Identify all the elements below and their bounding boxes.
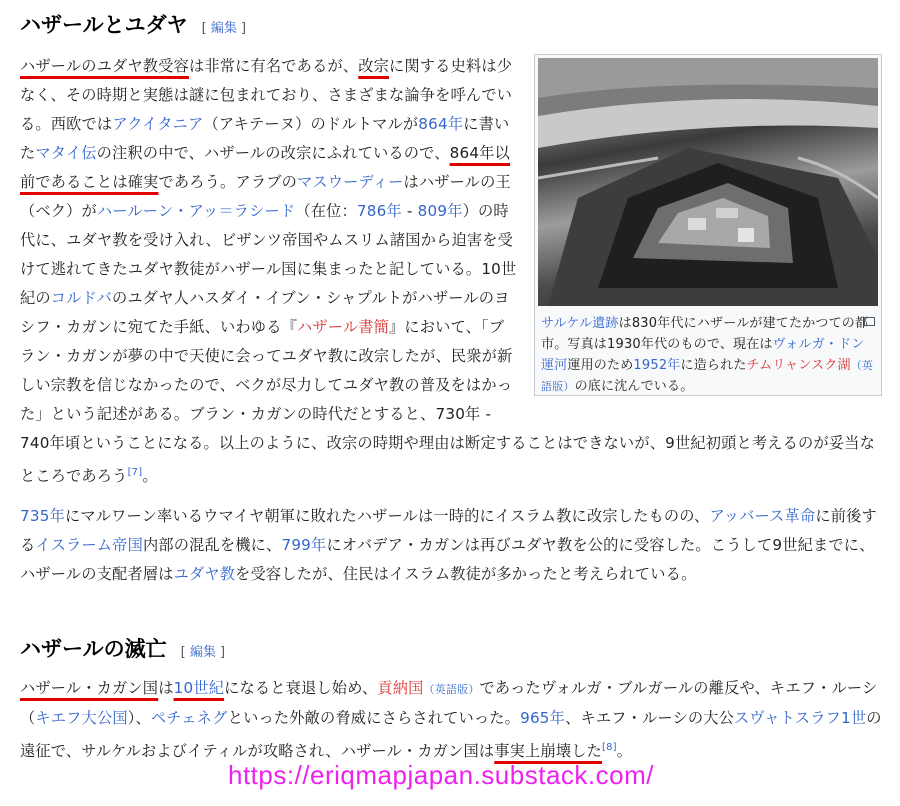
link-sarkel[interactable]: サルケル遺跡	[541, 316, 619, 331]
link-786[interactable]: 786年	[356, 202, 402, 220]
ref-8[interactable]: [8]	[602, 742, 617, 753]
link-kievan-rus[interactable]: キエフ大公国	[35, 709, 128, 727]
link-masudi[interactable]: マスウーディー	[297, 173, 404, 191]
edit-link-1[interactable]: 編集	[210, 21, 237, 36]
link-khazar-correspondence[interactable]: ハザール書簡	[296, 318, 390, 336]
edit-link-2[interactable]: 編集	[189, 645, 216, 660]
link-735[interactable]: 735年	[20, 507, 65, 525]
sarkel-aerial-photo[interactable]	[538, 58, 878, 306]
link-799[interactable]: 799年	[281, 536, 327, 554]
link-tsimlyansk-en[interactable]: （英語版）	[541, 359, 874, 393]
link-965[interactable]: 965年	[520, 709, 566, 727]
figure-caption: サルケル遺跡は830年代にハザールが建てたかつての都市。写真は1930年代のもので、現在はヴォルガ・ドン運河運用のため1952年に造られたチムリャンスク湖（英語版）の底に沈んでいる。	[541, 316, 874, 394]
link-judaism[interactable]: ユダヤ教	[173, 565, 236, 583]
paragraph-1: サルケル遺跡は830年代にハザールが建てたかつての都市。写真は1930年代のもので、現在はヴォルガ・ドン運河運用のため1952年に造られたチムリャンスク湖（英語版）の底に沈んでいる。 ハザールのユダヤ教受容は非常に有名であるが、改宗に関する史料は少なく、その時期と実態は謎に包まれており、さまざまな論争を呼んでいる。西欧ではアクイタニア（アキテーヌ）のドルトマルが864年に書いたマタイ伝の注釈の中で、ハザールの改宗にふれているので、864年以前であることは確実であろう。アラブのマスウーディーはハザールの王（ベク）がハールーン・アッ＝ラシード（在位：786年 - 809年）の時代に、ユダヤ教を受け入れ、ビザンツ帝国やムスリム諸国から迫害を受けて逃れてきたユダヤ教徒がハザール国に集まったと記している。10世紀のコルドバのユダヤ人ハスダイ・イブン・シャプルトがハザールのヨシフ・カガンに宛てた手紙、いわゆる『ハザール書簡』において、「ブラン・カガンが夢の中で天使に会ってユダヤ教に改宗したが、民衆が新しい宗教を信じなかったので、ベクが尽力してユダヤ教の普及をはかった」という記述がある。ブラン・カガンの時代だとすると、730年 - 740年頃ということになる。以上のように、改宗の時期や理由は断定することはできないが、9世紀初頭と考えるのが妥当なところであろう[7]。	[20, 52, 882, 491]
link-islamic-empire[interactable]: イスラーム帝国	[35, 536, 143, 554]
edit-section-1: [ 編集 ]	[201, 21, 247, 36]
paragraph-3: ハザール・カガン国は10世紀になると衰退し始め、貢納国（英語版）であったヴォルガ・ブルガールの離反や、キエフ・ルーシ（キエフ大公国）、ペチェネグといった外敵の脅威にさらされていった。965年、キエフ・ルーシの大公スヴャトスラフ1世の遠征で、サルケルおよびイティルが攻略され、ハザール・カガン国は事実上崩壊した[8]。	[20, 679, 882, 761]
link-809[interactable]: 809年	[417, 202, 463, 220]
ref-7[interactable]: [7]	[127, 467, 143, 478]
watermark-url: https://eriqmapjapan.substack.com/	[228, 760, 654, 790]
link-tributary-en[interactable]: （英語版）	[423, 683, 480, 696]
link-aquitania[interactable]: アクイタニア	[112, 115, 204, 133]
link-10th-century[interactable]: 10世紀	[173, 679, 225, 697]
link-volga-don-canal[interactable]: ヴォルガ・ドン運河	[541, 337, 865, 373]
link-pechenegs[interactable]: ペチェネグ	[150, 709, 228, 727]
link-tsimlyansk-reservoir[interactable]: チムリャンスク湖	[746, 358, 851, 373]
enlarge-icon[interactable]	[864, 317, 875, 326]
edit-section-2: [ 編集 ]	[180, 645, 226, 660]
photo-illustration	[538, 58, 878, 306]
link-harun-al-rashid[interactable]: ハールーン・アッ＝ラシード	[96, 202, 296, 220]
link-tributary-state[interactable]: 貢納国	[377, 679, 424, 697]
paragraph-2: 735年にマルワーン率いるウマイヤ朝軍に敗れたハザールは一時的にイスラム教に改宗したものの、アッバース革命に前後するイスラーム帝国内部の混乱を機に、799年にオバデア・カガンは再びユダヤ教を公的に受容した。こうして9世紀までに、ハザールの支配者層はユダヤ教を受容したが、住民はイスラム教徒が多かったと考えられている。	[20, 507, 877, 583]
link-sviatoslav[interactable]: スヴャトスラフ1世	[734, 709, 867, 727]
link-abbasid-revolution[interactable]: アッバース革命	[709, 507, 816, 525]
section-heading-khazar-and-judaism: ハザールとユダヤ [ 編集 ]	[20, 13, 247, 37]
section-heading-fall-of-khazaria: ハザールの滅亡 [ 編集 ]	[20, 637, 226, 661]
figure-sarkel	[534, 54, 882, 396]
link-864[interactable]: 864年	[418, 115, 464, 133]
link-cordoba[interactable]: コルドバ	[50, 289, 113, 307]
link-1952[interactable]: 1952年	[633, 358, 681, 373]
link-matthew[interactable]: マタイ伝	[35, 144, 97, 162]
